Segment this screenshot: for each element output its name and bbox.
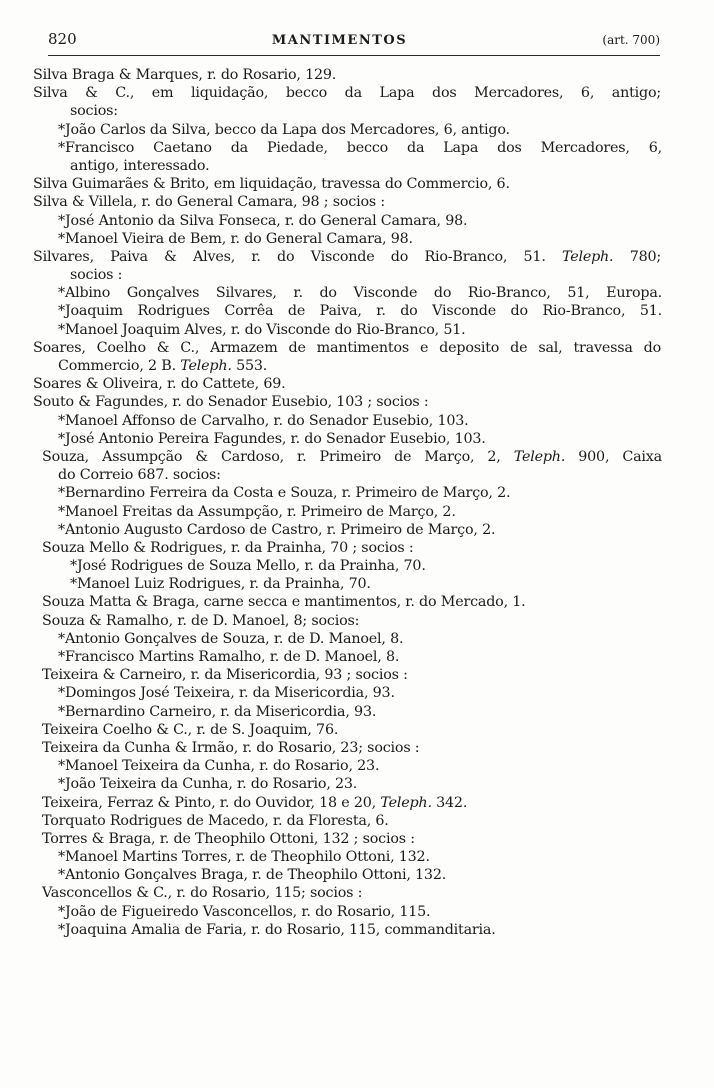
firm-entry-line: Souza, Assumpção & Cardoso, r. Primeiro de Março, 2, Teleph. 900, Caixa	[42, 448, 662, 465]
firm-entry-line: Silva & C., em liquidação, becco da Lapa dos Mercadores, 6, antigo;	[33, 85, 661, 102]
entry-continuation-line: *Bernardino Ferreira da Costa e Souza, r. Primeiro de Março, 2.	[58, 485, 511, 502]
firm-entry-line: Souza Mello & Rodrigues, r. da Prainha, 70 ; socios :	[42, 539, 414, 556]
firm-entry-line: Silvares, Paiva & Alves, r. do Visconde do Rio-Branco, 51. Teleph. 780;	[33, 248, 661, 265]
firm-entry-line: Souza & Ramalho, r. de D. Manoel, 8; socios:	[42, 612, 360, 629]
entry-continuation-line: *Manoel Luiz Rodrigues, r. da Prainha, 70.	[70, 576, 371, 593]
entry-continuation-line: *Albino Gonçalves Silvares, r. do Visconde do Rio-Branco, 51, Europa.	[58, 285, 662, 302]
entry-continuation-line: *José Antonio da Silva Fonseca, r. do General Camara, 98.	[58, 212, 468, 229]
entry-continuation-line: socios :	[70, 267, 123, 284]
entry-continuation-line: *José Rodrigues de Souza Mello, r. da Prainha, 70.	[70, 558, 426, 575]
firm-entry-line: Teixeira, Ferraz & Pinto, r. do Ouvidor, 18 e 20, Teleph. 342.	[42, 794, 468, 811]
firm-entry-line: Silva Guimarães & Brito, em liquidação, travessa do Commercio, 6.	[33, 176, 510, 193]
entry-continuation-line: do Correio 687. socios:	[58, 467, 221, 484]
entry-continuation-line: *Antonio Gonçalves Braga, r. de Theophilo Ottoni, 132.	[58, 867, 447, 884]
entry-continuation-line: *Manoel Affonso de Carvalho, r. do Senador Eusebio, 103.	[58, 412, 469, 429]
entry-continuation-line: *Manoel Joaquim Alves, r. do Visconde do Rio-Branco, 51.	[58, 321, 466, 338]
entry-continuation-line: *João de Figueiredo Vasconcellos, r. do Rosario, 115.	[58, 903, 431, 920]
entry-continuation-line: Commercio, 2 B. Teleph. 553.	[58, 358, 268, 374]
entry-continuation-line: *Manoel Vieira de Bem, r. do General Camara, 98.	[58, 230, 413, 247]
entry-continuation-line: *João Teixeira da Cunha, r. do Rosario, 23.	[58, 776, 358, 793]
firm-entry-line: Torquato Rodrigues de Macedo, r. da Floresta, 6.	[42, 812, 389, 829]
firm-entry-line: Souto & Fagundes, r. do Senador Eusebio, 103 ; socios :	[33, 394, 429, 411]
firm-entry-line: Silva Braga & Marques, r. do Rosario, 129.	[33, 67, 337, 83]
firm-entry-line: Soares, Coelho & C., Armazem de mantimentos e deposito de sal, travessa do	[33, 339, 661, 356]
page-header	[48, 30, 660, 56]
entry-continuation-line: *Francisco Caetano da Piedade, becco da Lapa dos Mercadores, 6,	[58, 139, 662, 156]
entry-continuation-line: *Manoel Freitas da Assumpção, r. Primeiro de Março, 2.	[58, 503, 456, 520]
firm-entry-line: Torres & Braga, r. de Theophilo Ottoni, 132 ; socios :	[42, 830, 415, 847]
article-reference: (art. 700)	[602, 33, 660, 47]
section-title: MANTIMENTOS	[271, 33, 408, 48]
firm-entry-line: Vasconcellos & C., r. do Rosario, 115; socios :	[42, 885, 363, 902]
firm-entry-line: Teixeira Coelho & C., r. de S. Joaquim, 76.	[42, 721, 339, 738]
entry-continuation-line: *João Carlos da Silva, becco da Lapa dos Mercadores, 6, antigo.	[58, 121, 510, 138]
firm-entry-line: Souza Matta & Braga, carne secca e mantimentos, r. do Mercado, 1.	[42, 594, 526, 611]
entry-continuation-line: *Bernardino Carneiro, r. da Misericordia, 93.	[58, 703, 377, 720]
entry-continuation-line: *Joaquim Rodrigues Corrêa de Paiva, r. do Visconde do Rio-Branco, 51.	[58, 303, 662, 320]
entry-continuation-line: *Antonio Augusto Cardoso de Castro, r. Primeiro de Março, 2.	[58, 521, 496, 538]
entry-continuation-line: *Manoel Teixeira da Cunha, r. do Rosario, 23.	[58, 758, 380, 775]
firm-entry-line: Teixeira & Carneiro, r. da Misericordia, 93 ; socios :	[42, 667, 408, 684]
entry-continuation-line: *Antonio Gonçalves de Souza, r. de D. Manoel, 8.	[58, 630, 404, 647]
entry-continuation-line: *Joaquina Amalia de Faria, r. do Rosario, 115, commanditaria.	[58, 921, 496, 938]
entry-continuation-line: *Manoel Martins Torres, r. de Theophilo Ottoni, 132.	[58, 849, 430, 866]
entry-continuation-line: socios:	[70, 103, 118, 120]
entry-continuation-line: *José Antonio Pereira Fagundes, r. do Senador Eusebio, 103.	[58, 430, 486, 447]
entry-continuation-line: antigo, interessado.	[70, 157, 210, 174]
firm-entry-line: Teixeira da Cunha & Irmão, r. do Rosario, 23; socios :	[42, 739, 420, 756]
page-number: 820	[48, 30, 77, 48]
firm-entry-line: Soares & Oliveira, r. do Cattete, 69.	[33, 376, 286, 393]
firm-entry-line: Silva & Villela, r. do General Camara, 98 ; socios :	[33, 194, 385, 211]
directory-entries	[0, 66, 714, 939]
entry-continuation-line: *Francisco Martins Ramalho, r. de D. Manoel, 8.	[58, 649, 400, 665]
entry-continuation-line: *Domingos José Teixeira, r. da Misericordia, 93.	[58, 685, 395, 702]
